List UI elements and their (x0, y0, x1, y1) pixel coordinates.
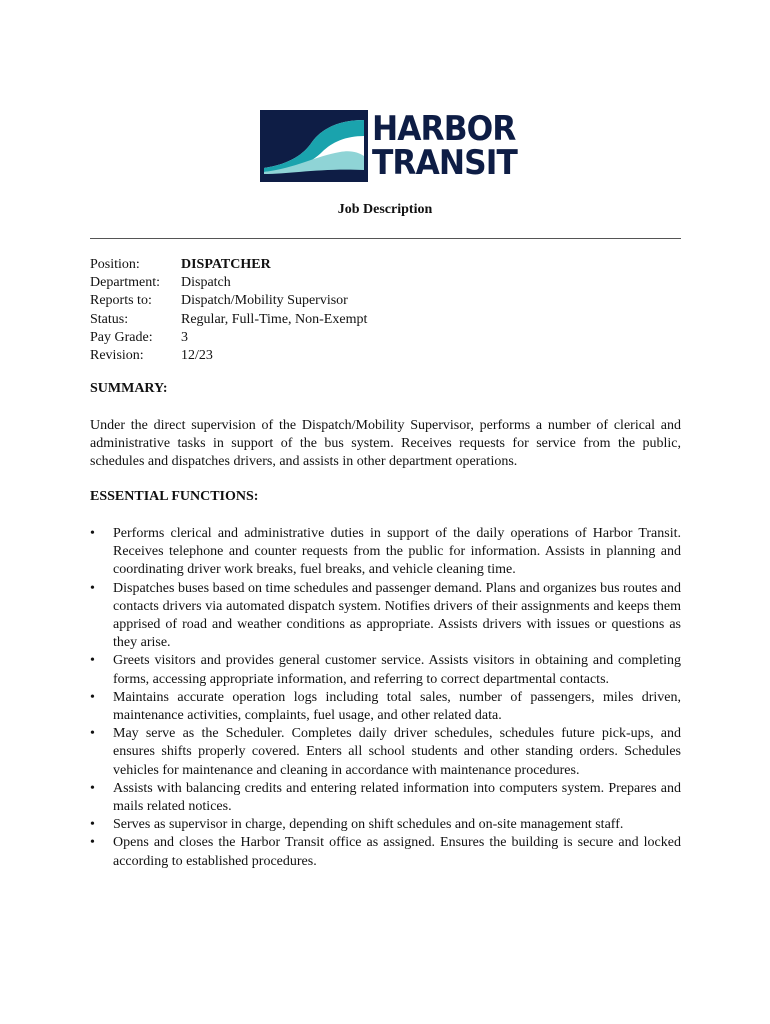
info-label: Department: (90, 275, 160, 291)
info-row-position (90, 256, 367, 274)
list-item-text: Maintains accurate operation logs including total sales, number of passengers, miles driven, maintenance activities, complaints, fuel usage, and other related data. (113, 689, 681, 724)
summary-paragraph: Under the direct supervision of the Dispatch/Mobility Supervisor, performs a number of clerical and administrative tasks in support of the bus system. Receives requests for service from the public, schedules and dispatches drivers, and assists in other department operations. (90, 418, 681, 470)
list-item-text: Serves as supervisor in charge, depending on shift schedules and on-site management staff. (113, 817, 624, 833)
info-row-reports-to (90, 292, 367, 310)
info-value: Dispatch/Mobility Supervisor (181, 293, 348, 309)
document-heading: Job Description (337, 202, 433, 217)
list-item-text: Dispatches buses based on time schedules and passenger demand. Plans and organizes bus routes and contacts drivers via automated dispatch system. Notifies drivers of their assignments and keeps them apprised of road and weather conditions as appropriate. Assists drivers with issues or questions as they arise. (113, 580, 681, 651)
list-item (90, 652, 681, 688)
list-item (90, 725, 681, 780)
info-value: Regular, Full-Time, Non-Exempt (181, 311, 368, 327)
bullet: • (90, 835, 95, 851)
info-label: Reports to: (90, 293, 152, 309)
bullet: • (90, 817, 95, 833)
bullet: • (90, 653, 95, 669)
list-item-text: Performs clerical and administrative duties in support of the daily operations of Harbor Transit. Receives telephone and counter requests from the public for information. Assists in planning and coordinating driver work breaks, fuel breaks, and vehicle cleaning time. (113, 526, 681, 578)
list-item (90, 780, 681, 816)
logo-line-1: HARBOR (372, 109, 516, 149)
list-item (90, 525, 681, 580)
harbor-transit-logo (260, 110, 522, 182)
info-row-department (90, 274, 367, 292)
logo-wave-mark (260, 110, 368, 182)
logo-line-2: TRANSIT (372, 143, 517, 183)
logo-wordmark (372, 109, 517, 183)
bullet: • (90, 726, 95, 742)
list-item-text: Opens and closes the Harbor Transit office as assigned. Ensures the building is secure and locked according to established procedures. (113, 835, 681, 869)
info-label: Pay Grade: (90, 329, 153, 345)
list-item-text: May serve as the Scheduler. Completes daily driver schedules, schedules future pick-ups, and ensures shifts properly covered. Enters all school students and other standing orders. Schedules vehicles for maintenance and cleaning in accordance with maintenance procedures. (113, 726, 681, 778)
info-value: 3 (181, 329, 188, 345)
bullet: • (90, 780, 95, 796)
position-info-block (90, 256, 367, 365)
info-value: Dispatch (181, 275, 231, 291)
bullet: • (90, 580, 95, 596)
essential-functions-list (90, 525, 681, 871)
bullet: • (90, 689, 95, 705)
info-label: Revision: (90, 348, 144, 364)
info-row-pay-grade (90, 329, 367, 347)
info-label: Position: (90, 257, 140, 272)
list-item (90, 834, 681, 870)
essential-functions-heading: ESSENTIAL FUNCTIONS: (90, 489, 259, 504)
info-value: DISPATCHER (181, 257, 271, 272)
horizontal-divider (90, 238, 681, 239)
summary-heading: SUMMARY: (90, 381, 168, 396)
list-item-text: Assists with balancing credits and entering related information into computers system. Prepares and mails related notices. (113, 780, 681, 815)
info-label: Status: (90, 311, 129, 327)
info-value: 12/23 (181, 348, 213, 364)
list-item (90, 689, 681, 725)
list-item (90, 816, 681, 834)
info-row-status (90, 311, 367, 329)
list-item-text: Greets visitors and provides general customer service. Assists visitors in obtaining and completing forms, accessing appropriate information, and referring to correct departmental contacts. (113, 653, 681, 687)
bullet: • (90, 526, 95, 541)
list-item (90, 580, 681, 653)
info-row-revision (90, 347, 367, 365)
